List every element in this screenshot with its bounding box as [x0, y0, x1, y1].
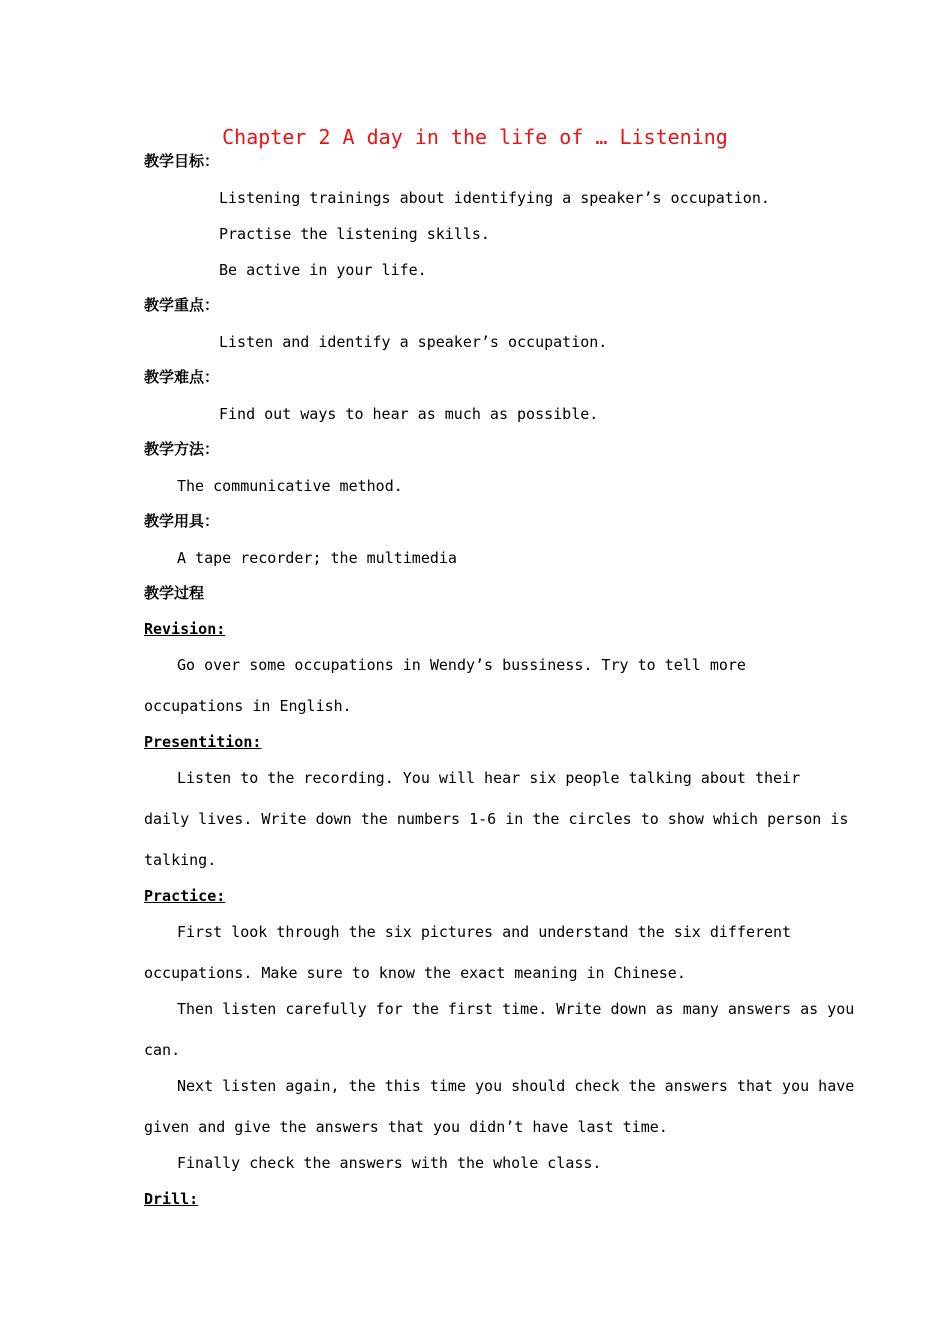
- practice-line: Next listen again, the this time you should check the answers that you have: [177, 1077, 855, 1095]
- presentation-line: talking.: [144, 851, 217, 869]
- key-points-heading: 教学重点：: [144, 296, 220, 314]
- process-heading: 教学过程: [144, 584, 205, 602]
- tool-item: A tape recorder; the multimedia: [177, 549, 457, 567]
- presentation-line: daily lives. Write down the numbers 1-6 in the circles to show which person is: [144, 810, 849, 828]
- objective-item: Be active in your life.: [219, 261, 427, 279]
- practice-line: can.: [144, 1041, 181, 1059]
- practice-line: occupations. Make sure to know the exact meaning in Chinese.: [144, 964, 686, 982]
- presentation-heading: Presentition:: [144, 733, 262, 751]
- practice-line: First look through the six pictures and understand the six different: [177, 923, 792, 941]
- revision-line: occupations in English.: [144, 697, 352, 715]
- page-title: Chapter 2 A day in the life of … Listening: [222, 125, 728, 149]
- drill-heading: Drill:: [144, 1190, 199, 1208]
- method-item: The communicative method.: [177, 477, 403, 495]
- methods-heading: 教学方法：: [144, 440, 220, 458]
- practice-line: Finally check the answers with the whole class.: [177, 1154, 602, 1172]
- practice-heading: Practice:: [144, 887, 226, 905]
- objectives-heading: 教学目标：: [144, 152, 220, 170]
- practice-line: given and give the answers that you didn’t have last time.: [144, 1118, 668, 1136]
- difficulty-item: Find out ways to hear as much as possible.: [219, 405, 599, 423]
- revision-line: Go over some occupations in Wendy’s bussiness. Try to tell more: [177, 656, 746, 674]
- practice-line: Then listen carefully for the first time. Write down as many answers as you: [177, 1000, 855, 1018]
- difficulties-heading: 教学难点：: [144, 368, 220, 386]
- revision-heading: Revision:: [144, 620, 226, 638]
- objective-item: Listening trainings about identifying a speaker’s occupation.: [219, 189, 770, 207]
- presentation-line: Listen to the recording. You will hear six people talking about their: [177, 769, 801, 787]
- tools-heading: 教学用具：: [144, 512, 220, 530]
- objective-item: Practise the listening skills.: [219, 225, 490, 243]
- key-point-item: Listen and identify a speaker’s occupation.: [219, 333, 608, 351]
